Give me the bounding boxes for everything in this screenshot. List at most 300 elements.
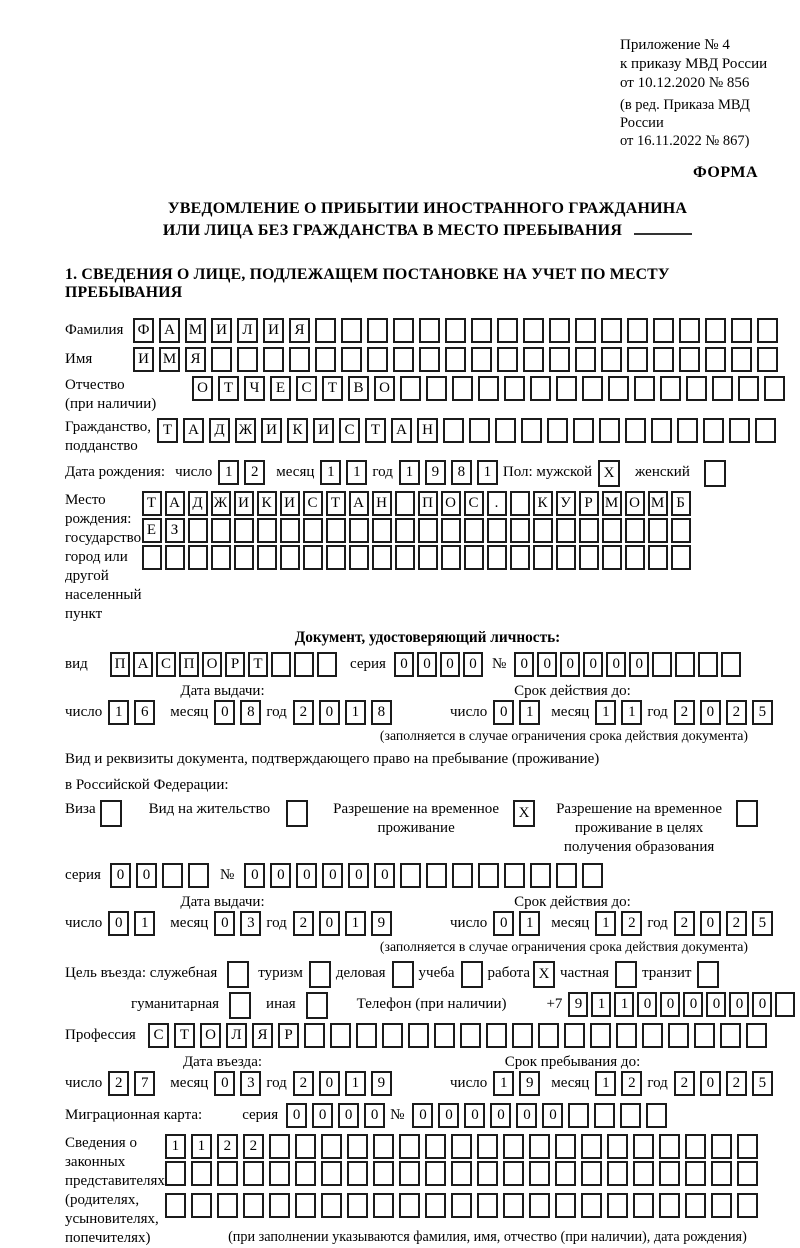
char-box[interactable]: 1 bbox=[399, 460, 420, 485]
char-box[interactable]: 2 bbox=[293, 1071, 314, 1096]
char-box[interactable] bbox=[736, 800, 758, 827]
char-box[interactable] bbox=[568, 1103, 589, 1128]
char-box[interactable] bbox=[477, 1134, 498, 1159]
char-box[interactable]: 9 bbox=[568, 992, 588, 1017]
char-box[interactable] bbox=[321, 1134, 342, 1159]
char-box[interactable] bbox=[685, 1161, 706, 1186]
char-box[interactable]: 0 bbox=[490, 1103, 511, 1128]
char-box[interactable]: . bbox=[487, 491, 507, 516]
char-box[interactable]: 0 bbox=[364, 1103, 385, 1128]
char-box[interactable]: 1 bbox=[134, 911, 155, 936]
char-box[interactable] bbox=[142, 545, 162, 570]
char-box[interactable]: Т bbox=[248, 652, 268, 677]
char-box[interactable]: 9 bbox=[519, 1071, 540, 1096]
char-box[interactable]: У bbox=[556, 491, 576, 516]
char-box[interactable] bbox=[445, 347, 466, 372]
char-box[interactable] bbox=[286, 800, 308, 827]
char-box[interactable]: 0 bbox=[700, 1071, 721, 1096]
char-box[interactable] bbox=[510, 491, 530, 516]
char-box[interactable]: 0 bbox=[752, 992, 772, 1017]
char-box[interactable] bbox=[594, 1103, 615, 1128]
char-box[interactable] bbox=[162, 863, 183, 888]
char-box[interactable] bbox=[579, 545, 599, 570]
char-box[interactable] bbox=[341, 347, 362, 372]
char-box[interactable]: 2 bbox=[293, 700, 314, 725]
char-box[interactable]: Я bbox=[252, 1023, 273, 1048]
char-box[interactable]: 9 bbox=[425, 460, 446, 485]
char-box[interactable]: 0 bbox=[606, 652, 626, 677]
char-box[interactable] bbox=[234, 518, 254, 543]
char-box[interactable]: Ж bbox=[211, 491, 231, 516]
char-box[interactable] bbox=[165, 545, 185, 570]
char-box[interactable] bbox=[582, 376, 603, 401]
char-box[interactable] bbox=[419, 347, 440, 372]
char-box[interactable] bbox=[460, 1023, 481, 1048]
char-box[interactable]: X bbox=[598, 460, 620, 487]
char-box[interactable]: И bbox=[313, 418, 334, 443]
char-box[interactable]: 2 bbox=[621, 1071, 642, 1096]
char-box[interactable] bbox=[523, 347, 544, 372]
char-box[interactable]: З bbox=[165, 518, 185, 543]
char-box[interactable]: 0 bbox=[244, 863, 265, 888]
char-box[interactable] bbox=[675, 652, 695, 677]
char-box[interactable] bbox=[602, 518, 622, 543]
char-box[interactable]: А bbox=[349, 491, 369, 516]
char-box[interactable]: И bbox=[261, 418, 282, 443]
char-box[interactable] bbox=[659, 1134, 680, 1159]
char-box[interactable]: 1 bbox=[591, 992, 611, 1017]
char-box[interactable]: С bbox=[148, 1023, 169, 1048]
char-box[interactable]: П bbox=[179, 652, 199, 677]
char-box[interactable] bbox=[698, 652, 718, 677]
char-box[interactable] bbox=[633, 1161, 654, 1186]
char-box[interactable] bbox=[294, 652, 314, 677]
char-box[interactable]: Р bbox=[278, 1023, 299, 1048]
char-box[interactable]: 8 bbox=[371, 700, 392, 725]
char-box[interactable] bbox=[671, 518, 691, 543]
char-box[interactable] bbox=[395, 491, 415, 516]
char-box[interactable] bbox=[615, 961, 637, 988]
char-box[interactable]: 3 bbox=[240, 911, 261, 936]
char-box[interactable] bbox=[234, 545, 254, 570]
char-box[interactable] bbox=[549, 347, 570, 372]
char-box[interactable]: 2 bbox=[217, 1134, 238, 1159]
char-box[interactable] bbox=[306, 992, 328, 1019]
char-box[interactable]: 0 bbox=[374, 863, 395, 888]
char-box[interactable] bbox=[271, 652, 291, 677]
char-box[interactable] bbox=[601, 318, 622, 343]
char-box[interactable] bbox=[737, 1193, 758, 1218]
char-box[interactable] bbox=[529, 1161, 550, 1186]
char-box[interactable] bbox=[495, 418, 516, 443]
char-box[interactable]: Т bbox=[174, 1023, 195, 1048]
char-box[interactable] bbox=[648, 545, 668, 570]
char-box[interactable] bbox=[395, 545, 415, 570]
char-box[interactable] bbox=[510, 545, 530, 570]
char-box[interactable] bbox=[757, 318, 778, 343]
char-box[interactable] bbox=[503, 1193, 524, 1218]
char-box[interactable]: 0 bbox=[319, 1071, 340, 1096]
char-box[interactable]: Т bbox=[142, 491, 162, 516]
char-box[interactable] bbox=[607, 1134, 628, 1159]
char-box[interactable] bbox=[704, 460, 726, 487]
char-box[interactable]: 2 bbox=[726, 1071, 747, 1096]
char-box[interactable]: 1 bbox=[595, 911, 616, 936]
char-box[interactable]: 2 bbox=[244, 460, 265, 485]
char-box[interactable] bbox=[556, 863, 577, 888]
char-box[interactable] bbox=[729, 418, 750, 443]
char-box[interactable]: 1 bbox=[346, 460, 367, 485]
char-box[interactable] bbox=[530, 376, 551, 401]
char-box[interactable]: X bbox=[513, 800, 535, 827]
char-box[interactable]: 0 bbox=[214, 700, 235, 725]
char-box[interactable]: 3 bbox=[240, 1071, 261, 1096]
char-box[interactable]: X bbox=[533, 961, 555, 988]
char-box[interactable] bbox=[165, 1193, 186, 1218]
char-box[interactable]: 0 bbox=[108, 911, 129, 936]
char-box[interactable] bbox=[478, 376, 499, 401]
char-box[interactable] bbox=[441, 545, 461, 570]
char-box[interactable] bbox=[625, 418, 646, 443]
char-box[interactable] bbox=[556, 518, 576, 543]
char-box[interactable] bbox=[217, 1161, 238, 1186]
char-box[interactable] bbox=[711, 1161, 732, 1186]
char-box[interactable] bbox=[477, 1161, 498, 1186]
char-box[interactable]: Т bbox=[218, 376, 239, 401]
char-box[interactable] bbox=[263, 347, 284, 372]
char-box[interactable] bbox=[443, 418, 464, 443]
char-box[interactable] bbox=[330, 1023, 351, 1048]
char-box[interactable]: 1 bbox=[108, 700, 129, 725]
char-box[interactable]: 8 bbox=[451, 460, 472, 485]
char-box[interactable] bbox=[575, 347, 596, 372]
char-box[interactable] bbox=[400, 863, 421, 888]
char-box[interactable]: Д bbox=[209, 418, 230, 443]
char-box[interactable] bbox=[685, 1193, 706, 1218]
char-box[interactable] bbox=[326, 545, 346, 570]
char-box[interactable] bbox=[188, 518, 208, 543]
char-box[interactable]: И bbox=[263, 318, 284, 343]
char-box[interactable]: 0 bbox=[438, 1103, 459, 1128]
char-box[interactable] bbox=[425, 1134, 446, 1159]
char-box[interactable]: 1 bbox=[614, 992, 634, 1017]
char-box[interactable] bbox=[487, 545, 507, 570]
char-box[interactable] bbox=[642, 1023, 663, 1048]
char-box[interactable] bbox=[582, 863, 603, 888]
char-box[interactable] bbox=[303, 545, 323, 570]
char-box[interactable]: 0 bbox=[629, 652, 649, 677]
char-box[interactable]: В bbox=[348, 376, 369, 401]
char-box[interactable] bbox=[303, 518, 323, 543]
char-box[interactable] bbox=[510, 518, 530, 543]
char-box[interactable]: О bbox=[625, 491, 645, 516]
char-box[interactable]: 2 bbox=[726, 911, 747, 936]
char-box[interactable]: 0 bbox=[637, 992, 657, 1017]
char-box[interactable]: О bbox=[441, 491, 461, 516]
char-box[interactable] bbox=[668, 1023, 689, 1048]
char-box[interactable] bbox=[712, 376, 733, 401]
char-box[interactable]: 1 bbox=[218, 460, 239, 485]
char-box[interactable]: Р bbox=[579, 491, 599, 516]
char-box[interactable] bbox=[686, 376, 707, 401]
char-box[interactable] bbox=[441, 518, 461, 543]
char-box[interactable] bbox=[418, 518, 438, 543]
char-box[interactable]: 0 bbox=[729, 992, 749, 1017]
char-box[interactable]: 2 bbox=[674, 1071, 695, 1096]
char-box[interactable] bbox=[349, 518, 369, 543]
char-box[interactable] bbox=[478, 863, 499, 888]
char-box[interactable] bbox=[533, 545, 553, 570]
char-box[interactable] bbox=[503, 1134, 524, 1159]
char-box[interactable]: 6 bbox=[134, 700, 155, 725]
char-box[interactable]: Д bbox=[188, 491, 208, 516]
char-box[interactable] bbox=[445, 318, 466, 343]
char-box[interactable] bbox=[471, 318, 492, 343]
char-box[interactable] bbox=[269, 1134, 290, 1159]
char-box[interactable] bbox=[426, 863, 447, 888]
char-box[interactable] bbox=[469, 418, 490, 443]
char-box[interactable] bbox=[426, 376, 447, 401]
char-box[interactable] bbox=[652, 652, 672, 677]
char-box[interactable]: И bbox=[280, 491, 300, 516]
char-box[interactable] bbox=[731, 347, 752, 372]
char-box[interactable]: 0 bbox=[312, 1103, 333, 1128]
char-box[interactable] bbox=[419, 318, 440, 343]
char-box[interactable] bbox=[599, 418, 620, 443]
char-box[interactable] bbox=[188, 545, 208, 570]
char-box[interactable] bbox=[341, 318, 362, 343]
char-box[interactable] bbox=[697, 961, 719, 988]
char-box[interactable]: М bbox=[159, 347, 180, 372]
char-box[interactable]: 0 bbox=[542, 1103, 563, 1128]
char-box[interactable] bbox=[393, 318, 414, 343]
char-box[interactable]: П bbox=[418, 491, 438, 516]
char-box[interactable]: 0 bbox=[319, 911, 340, 936]
char-box[interactable] bbox=[679, 347, 700, 372]
char-box[interactable] bbox=[452, 376, 473, 401]
char-box[interactable]: К bbox=[287, 418, 308, 443]
char-box[interactable] bbox=[646, 1103, 667, 1128]
char-box[interactable] bbox=[512, 1023, 533, 1048]
char-box[interactable] bbox=[627, 347, 648, 372]
char-box[interactable] bbox=[659, 1161, 680, 1186]
char-box[interactable] bbox=[373, 1134, 394, 1159]
char-box[interactable]: 1 bbox=[345, 911, 366, 936]
char-box[interactable]: И bbox=[211, 318, 232, 343]
char-box[interactable] bbox=[243, 1193, 264, 1218]
char-box[interactable] bbox=[625, 518, 645, 543]
char-box[interactable]: К bbox=[533, 491, 553, 516]
char-box[interactable]: 2 bbox=[243, 1134, 264, 1159]
char-box[interactable]: О bbox=[202, 652, 222, 677]
char-box[interactable]: 0 bbox=[516, 1103, 537, 1128]
char-box[interactable] bbox=[738, 376, 759, 401]
char-box[interactable] bbox=[211, 347, 232, 372]
char-box[interactable]: К bbox=[257, 491, 277, 516]
char-box[interactable]: 2 bbox=[674, 700, 695, 725]
char-box[interactable] bbox=[295, 1134, 316, 1159]
char-box[interactable] bbox=[191, 1161, 212, 1186]
char-box[interactable]: 1 bbox=[595, 700, 616, 725]
char-box[interactable] bbox=[529, 1193, 550, 1218]
char-box[interactable]: Н bbox=[372, 491, 392, 516]
char-box[interactable] bbox=[269, 1161, 290, 1186]
char-box[interactable] bbox=[280, 545, 300, 570]
char-box[interactable] bbox=[731, 318, 752, 343]
char-box[interactable]: Р bbox=[225, 652, 245, 677]
char-box[interactable] bbox=[757, 347, 778, 372]
char-box[interactable]: 0 bbox=[700, 700, 721, 725]
char-box[interactable] bbox=[530, 863, 551, 888]
char-box[interactable]: 0 bbox=[286, 1103, 307, 1128]
char-box[interactable] bbox=[315, 318, 336, 343]
char-box[interactable] bbox=[399, 1193, 420, 1218]
char-box[interactable]: 0 bbox=[440, 652, 460, 677]
char-box[interactable] bbox=[755, 418, 776, 443]
char-box[interactable] bbox=[408, 1023, 429, 1048]
char-box[interactable]: М bbox=[648, 491, 668, 516]
char-box[interactable] bbox=[659, 1193, 680, 1218]
char-box[interactable]: 0 bbox=[463, 652, 483, 677]
char-box[interactable]: Я bbox=[185, 347, 206, 372]
char-box[interactable]: 0 bbox=[214, 1071, 235, 1096]
char-box[interactable]: О bbox=[192, 376, 213, 401]
char-box[interactable] bbox=[347, 1193, 368, 1218]
char-box[interactable] bbox=[764, 376, 785, 401]
char-box[interactable] bbox=[590, 1023, 611, 1048]
char-box[interactable]: 0 bbox=[493, 700, 514, 725]
char-box[interactable]: Е bbox=[142, 518, 162, 543]
char-box[interactable] bbox=[555, 1193, 576, 1218]
char-box[interactable]: С bbox=[296, 376, 317, 401]
char-box[interactable] bbox=[504, 863, 525, 888]
char-box[interactable]: 1 bbox=[165, 1134, 186, 1159]
char-box[interactable] bbox=[497, 318, 518, 343]
char-box[interactable]: 1 bbox=[477, 460, 498, 485]
char-box[interactable] bbox=[326, 518, 346, 543]
char-box[interactable]: 1 bbox=[621, 700, 642, 725]
char-box[interactable] bbox=[703, 418, 724, 443]
char-box[interactable] bbox=[579, 518, 599, 543]
char-box[interactable] bbox=[321, 1193, 342, 1218]
char-box[interactable]: А bbox=[159, 318, 180, 343]
char-box[interactable]: С bbox=[156, 652, 176, 677]
char-box[interactable] bbox=[309, 961, 331, 988]
char-box[interactable]: 0 bbox=[338, 1103, 359, 1128]
char-box[interactable]: 1 bbox=[595, 1071, 616, 1096]
char-box[interactable]: 7 bbox=[134, 1071, 155, 1096]
char-box[interactable]: И bbox=[234, 491, 254, 516]
char-box[interactable] bbox=[372, 518, 392, 543]
char-box[interactable] bbox=[211, 545, 231, 570]
char-box[interactable]: 0 bbox=[417, 652, 437, 677]
char-box[interactable] bbox=[321, 1161, 342, 1186]
char-box[interactable] bbox=[486, 1023, 507, 1048]
char-box[interactable] bbox=[451, 1161, 472, 1186]
char-box[interactable]: 0 bbox=[322, 863, 343, 888]
char-box[interactable] bbox=[400, 376, 421, 401]
char-box[interactable] bbox=[555, 1161, 576, 1186]
char-box[interactable]: Т bbox=[322, 376, 343, 401]
char-box[interactable] bbox=[237, 347, 258, 372]
char-box[interactable] bbox=[651, 418, 672, 443]
char-box[interactable] bbox=[538, 1023, 559, 1048]
char-box[interactable] bbox=[100, 800, 122, 827]
char-box[interactable] bbox=[393, 347, 414, 372]
char-box[interactable] bbox=[556, 376, 577, 401]
char-box[interactable] bbox=[602, 545, 622, 570]
char-box[interactable] bbox=[188, 863, 209, 888]
char-box[interactable] bbox=[581, 1134, 602, 1159]
char-box[interactable]: 1 bbox=[345, 1071, 366, 1096]
char-box[interactable] bbox=[356, 1023, 377, 1048]
char-box[interactable]: 9 bbox=[371, 1071, 392, 1096]
char-box[interactable]: 1 bbox=[493, 1071, 514, 1096]
char-box[interactable]: 0 bbox=[537, 652, 557, 677]
char-box[interactable]: 0 bbox=[136, 863, 157, 888]
char-box[interactable]: О bbox=[374, 376, 395, 401]
char-box[interactable] bbox=[549, 318, 570, 343]
char-box[interactable] bbox=[382, 1023, 403, 1048]
char-box[interactable] bbox=[504, 376, 525, 401]
char-box[interactable] bbox=[521, 418, 542, 443]
char-box[interactable] bbox=[373, 1193, 394, 1218]
char-box[interactable] bbox=[608, 376, 629, 401]
char-box[interactable] bbox=[295, 1161, 316, 1186]
char-box[interactable] bbox=[671, 545, 691, 570]
char-box[interactable] bbox=[633, 1134, 654, 1159]
char-box[interactable] bbox=[648, 518, 668, 543]
char-box[interactable] bbox=[257, 545, 277, 570]
char-box[interactable]: С bbox=[464, 491, 484, 516]
char-box[interactable] bbox=[464, 545, 484, 570]
char-box[interactable]: 0 bbox=[270, 863, 291, 888]
char-box[interactable]: 1 bbox=[519, 700, 540, 725]
char-box[interactable]: 5 bbox=[752, 1071, 773, 1096]
char-box[interactable]: 0 bbox=[493, 911, 514, 936]
char-box[interactable]: 0 bbox=[412, 1103, 433, 1128]
char-box[interactable] bbox=[555, 1134, 576, 1159]
char-box[interactable]: 0 bbox=[214, 911, 235, 936]
char-box[interactable] bbox=[677, 418, 698, 443]
char-box[interactable]: А bbox=[165, 491, 185, 516]
char-box[interactable] bbox=[229, 992, 251, 1019]
char-box[interactable]: Т bbox=[326, 491, 346, 516]
char-box[interactable] bbox=[451, 1134, 472, 1159]
char-box[interactable] bbox=[721, 652, 741, 677]
char-box[interactable] bbox=[711, 1134, 732, 1159]
char-box[interactable] bbox=[269, 1193, 290, 1218]
char-box[interactable]: Ф bbox=[133, 318, 154, 343]
char-box[interactable]: 1 bbox=[320, 460, 341, 485]
char-box[interactable]: 2 bbox=[621, 911, 642, 936]
char-box[interactable]: 0 bbox=[348, 863, 369, 888]
char-box[interactable] bbox=[211, 518, 231, 543]
char-box[interactable] bbox=[451, 1193, 472, 1218]
char-box[interactable] bbox=[607, 1193, 628, 1218]
char-box[interactable] bbox=[581, 1161, 602, 1186]
char-box[interactable] bbox=[165, 1161, 186, 1186]
char-box[interactable]: 0 bbox=[394, 652, 414, 677]
char-box[interactable] bbox=[349, 545, 369, 570]
char-box[interactable] bbox=[625, 545, 645, 570]
char-box[interactable] bbox=[280, 518, 300, 543]
char-box[interactable] bbox=[620, 1103, 641, 1128]
char-box[interactable]: 0 bbox=[464, 1103, 485, 1128]
char-box[interactable] bbox=[399, 1161, 420, 1186]
char-box[interactable] bbox=[607, 1161, 628, 1186]
char-box[interactable]: 0 bbox=[583, 652, 603, 677]
